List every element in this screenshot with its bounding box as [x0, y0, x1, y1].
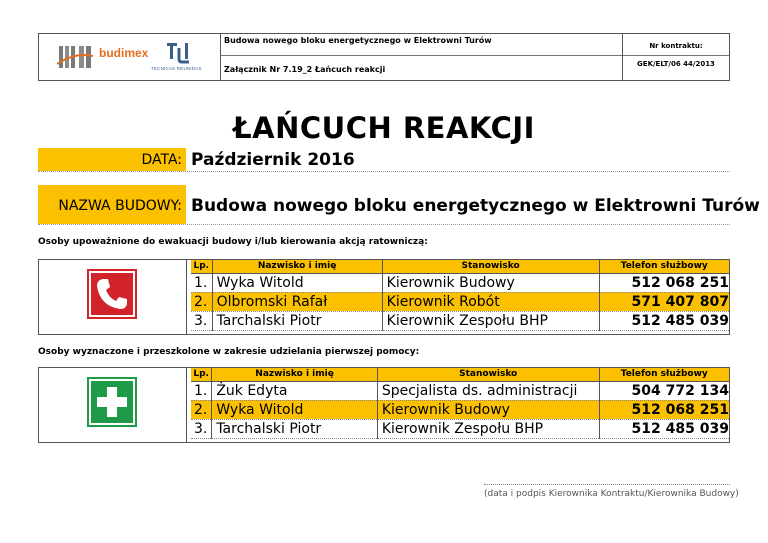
date-label: DATA: [38, 148, 186, 171]
construction-name-value: Budowa nowego bloku energetycznego w Elektrowni Turów [191, 196, 760, 216]
contract-cell [623, 34, 729, 80]
first-aid-icon [87, 377, 137, 427]
person-name: Żuk Edyta [212, 381, 378, 400]
construction-name-row [38, 185, 760, 225]
person-name: Olbromski Rafał [212, 292, 382, 311]
project-title: Budowa nowego bloku energetycznego w Elektrowni Turów [224, 36, 492, 45]
table-row [191, 419, 729, 438]
phone-number[interactable]: 512 485 039 [599, 419, 729, 438]
section-evacuation-caption: Osoby upoważnione do ewakuacji budowy i/lub kierowania akcją ratowniczą: [38, 237, 428, 247]
table-header [191, 368, 729, 381]
person-position: Kierownik Zespołu BHP [377, 419, 599, 438]
header-title-cell [221, 34, 623, 80]
row-number: 1. [191, 273, 212, 292]
person-position: Specjalista ds. administracji [377, 381, 599, 400]
attachment-label: Załącznik Nr 7.19_2 Łańcuch reakcji [224, 65, 386, 74]
divider [221, 55, 622, 56]
row-number: 2. [191, 400, 212, 419]
phone-number[interactable]: 571 407 807 [599, 292, 729, 311]
page-title: ŁAŃCUCH REAKCJI [233, 111, 535, 145]
icon-cell [39, 368, 187, 442]
col-name: Nazwisko i imię [212, 260, 382, 273]
row-number: 3. [191, 419, 212, 438]
date-row [38, 148, 730, 172]
phone-number[interactable]: 512 485 039 [599, 311, 729, 330]
col-position: Stanowisko [382, 260, 599, 273]
tr-logo-text: TECNICAS REUNIDAS [151, 66, 202, 71]
section-evacuation [38, 259, 730, 335]
budimex-logo-text: budimex [99, 46, 149, 60]
section-first-aid [38, 367, 730, 443]
evacuation-table [191, 260, 729, 331]
first-aid-table [191, 368, 729, 439]
person-position: Kierownik Budowy [382, 273, 599, 292]
table-row [191, 311, 729, 330]
date-value: Październik 2016 [191, 150, 355, 170]
person-position: Kierownik Robót [382, 292, 599, 311]
person-name: Wyka Witold [212, 273, 382, 292]
row-number: 2. [191, 292, 212, 311]
col-phone: Telefon służbowy [599, 260, 729, 273]
person-position: Kierownik Zespołu BHP [382, 311, 599, 330]
phone-number[interactable]: 512 068 251 [599, 400, 729, 419]
icon-cell [39, 260, 187, 334]
construction-name-label: NAZWA BUDOWY: [38, 185, 186, 224]
row-number: 1. [191, 381, 212, 400]
col-position: Stanowisko [377, 368, 599, 381]
col-lp: Lp. [191, 368, 212, 381]
person-name: Wyka Witold [212, 400, 378, 419]
phone-number[interactable]: 512 068 251 [599, 273, 729, 292]
person-name: Tarchalski Piotr [212, 311, 382, 330]
table-row [191, 381, 729, 400]
divider [623, 55, 729, 56]
col-phone: Telefon służbowy [599, 368, 729, 381]
contract-number: GEK/ELT/06 44/2013 [637, 60, 715, 68]
table-header [191, 260, 729, 273]
col-name: Nazwisko i imię [212, 368, 378, 381]
person-name: Tarchalski Piotr [212, 419, 378, 438]
mi-logo [57, 42, 93, 72]
person-position: Kierownik Budowy [377, 400, 599, 419]
contract-label: Nr kontraktu: [649, 42, 703, 50]
section-first-aid-caption: Osoby wyznaczone i przeszkolone w zakresie udzielania pierwszej pomocy: [38, 347, 420, 357]
table-row [191, 400, 729, 419]
signature-caption: (data i podpis Kierownika Kontraktu/Kierownika Budowy) [484, 489, 739, 499]
emergency-phone-icon [87, 269, 137, 319]
col-lp: Lp. [191, 260, 212, 273]
signature-line [484, 484, 730, 485]
tr-logo [165, 40, 191, 64]
row-number: 3. [191, 311, 212, 330]
logo-area [39, 34, 221, 80]
table-row [191, 273, 729, 292]
document-header [38, 33, 730, 81]
phone-number[interactable]: 504 772 134 [599, 381, 729, 400]
table-row [191, 292, 729, 311]
